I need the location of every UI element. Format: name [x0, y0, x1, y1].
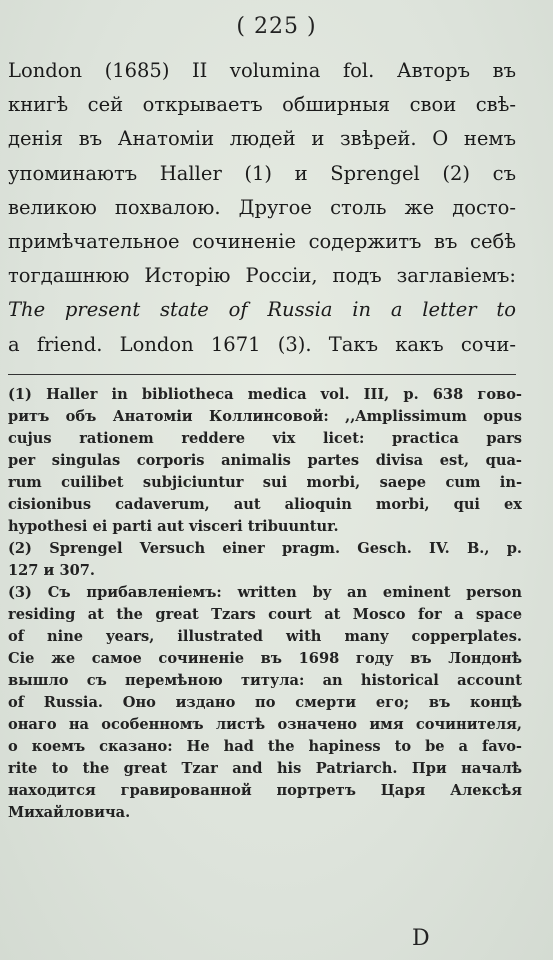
footnote-line: 127 и 307.: [8, 562, 95, 579]
footnote-1: [8, 384, 522, 538]
footnote-line: Михайловича.: [8, 804, 131, 821]
text-line: денія въ Анатоміи людей и звѣрей. О немъ: [8, 127, 516, 151]
footnote-3: [8, 582, 522, 824]
footnote-line: residing at the great Tzars court at Mosco for a space: [8, 606, 522, 623]
footnotes: [8, 384, 522, 824]
footnote-line: (3) Съ прибавленіемъ: written by an eminent person: [8, 584, 522, 601]
footnote-line: о коемъ сказано: He had the hapiness to be a favo-: [8, 738, 522, 755]
text-line: примѣчательное сочиненіе содержитъ въ себѣ: [8, 229, 516, 253]
footnote-line: cisionibus cadaverum, aut alioquin morbi, qui ex: [8, 496, 522, 513]
text-line: упоминаютъ Haller (1) и Sprengel (2) съ: [8, 161, 516, 185]
footnote-divider: [8, 374, 516, 375]
main-text: [8, 54, 516, 362]
footnote-line: rum cuilibet subjiciuntur sui morbi, saepe cum in-: [8, 474, 522, 491]
footnote-line: (1) Haller in bibliotheca medica vol. III, p. 638 гово-: [8, 386, 522, 403]
footnote-line: онаго на особенномъ листѣ означено имя сочинителя,: [8, 716, 522, 733]
footnote-line: ритъ объ Анатоміи Коллинсовой: ,,Amplissimum opus: [8, 408, 522, 425]
footnote-line: cujus rationem reddere vix licet: practica pars: [8, 430, 522, 447]
text-line: великою похвалою. Другое столь же досто-: [8, 195, 516, 219]
footnote-line: находится гравированной портретъ Царя Алексѣя: [8, 782, 522, 799]
footnote-line: (2) Sprengel Versuch einer pragm. Gesch. IV. B., p.: [8, 540, 522, 557]
text-line: тогдашнюю Исторію Россіи, подъ заглавіемъ:: [8, 264, 516, 288]
text-line: London (1685) II volumina fol. Авторъ въ: [8, 59, 516, 82]
footnote-line: rite to the great Tzar and his Patriarch. При началѣ: [8, 760, 522, 777]
footnote-line: Сіе же самое сочиненіе въ 1698 году въ Лондонѣ: [8, 650, 522, 667]
text-line: The present state of Russia in a letter to: [8, 298, 516, 322]
page-number: ( 225 ): [236, 14, 317, 39]
text-line: a friend. London 1671 (3). Такъ какъ сочи-: [8, 332, 516, 356]
text-line: книгѣ сей открываетъ обширныя свои свѣ-: [8, 93, 516, 117]
footnote-2: [8, 538, 522, 582]
footnote-line: per singulas corporis animalis partes divisa est, qua-: [8, 452, 522, 469]
footnote-line: of Russia. Оно издано по смерти его; въ концѣ: [8, 694, 522, 711]
footnote-line: hypothesi ei parti aut visceri tribuuntur.: [8, 518, 339, 535]
footnote-line: вышло съ перемѣною титула: an historical account: [8, 672, 522, 689]
signature-mark: D: [412, 926, 430, 951]
footnote-line: of nine years, illustrated with many copperplates.: [8, 628, 522, 645]
